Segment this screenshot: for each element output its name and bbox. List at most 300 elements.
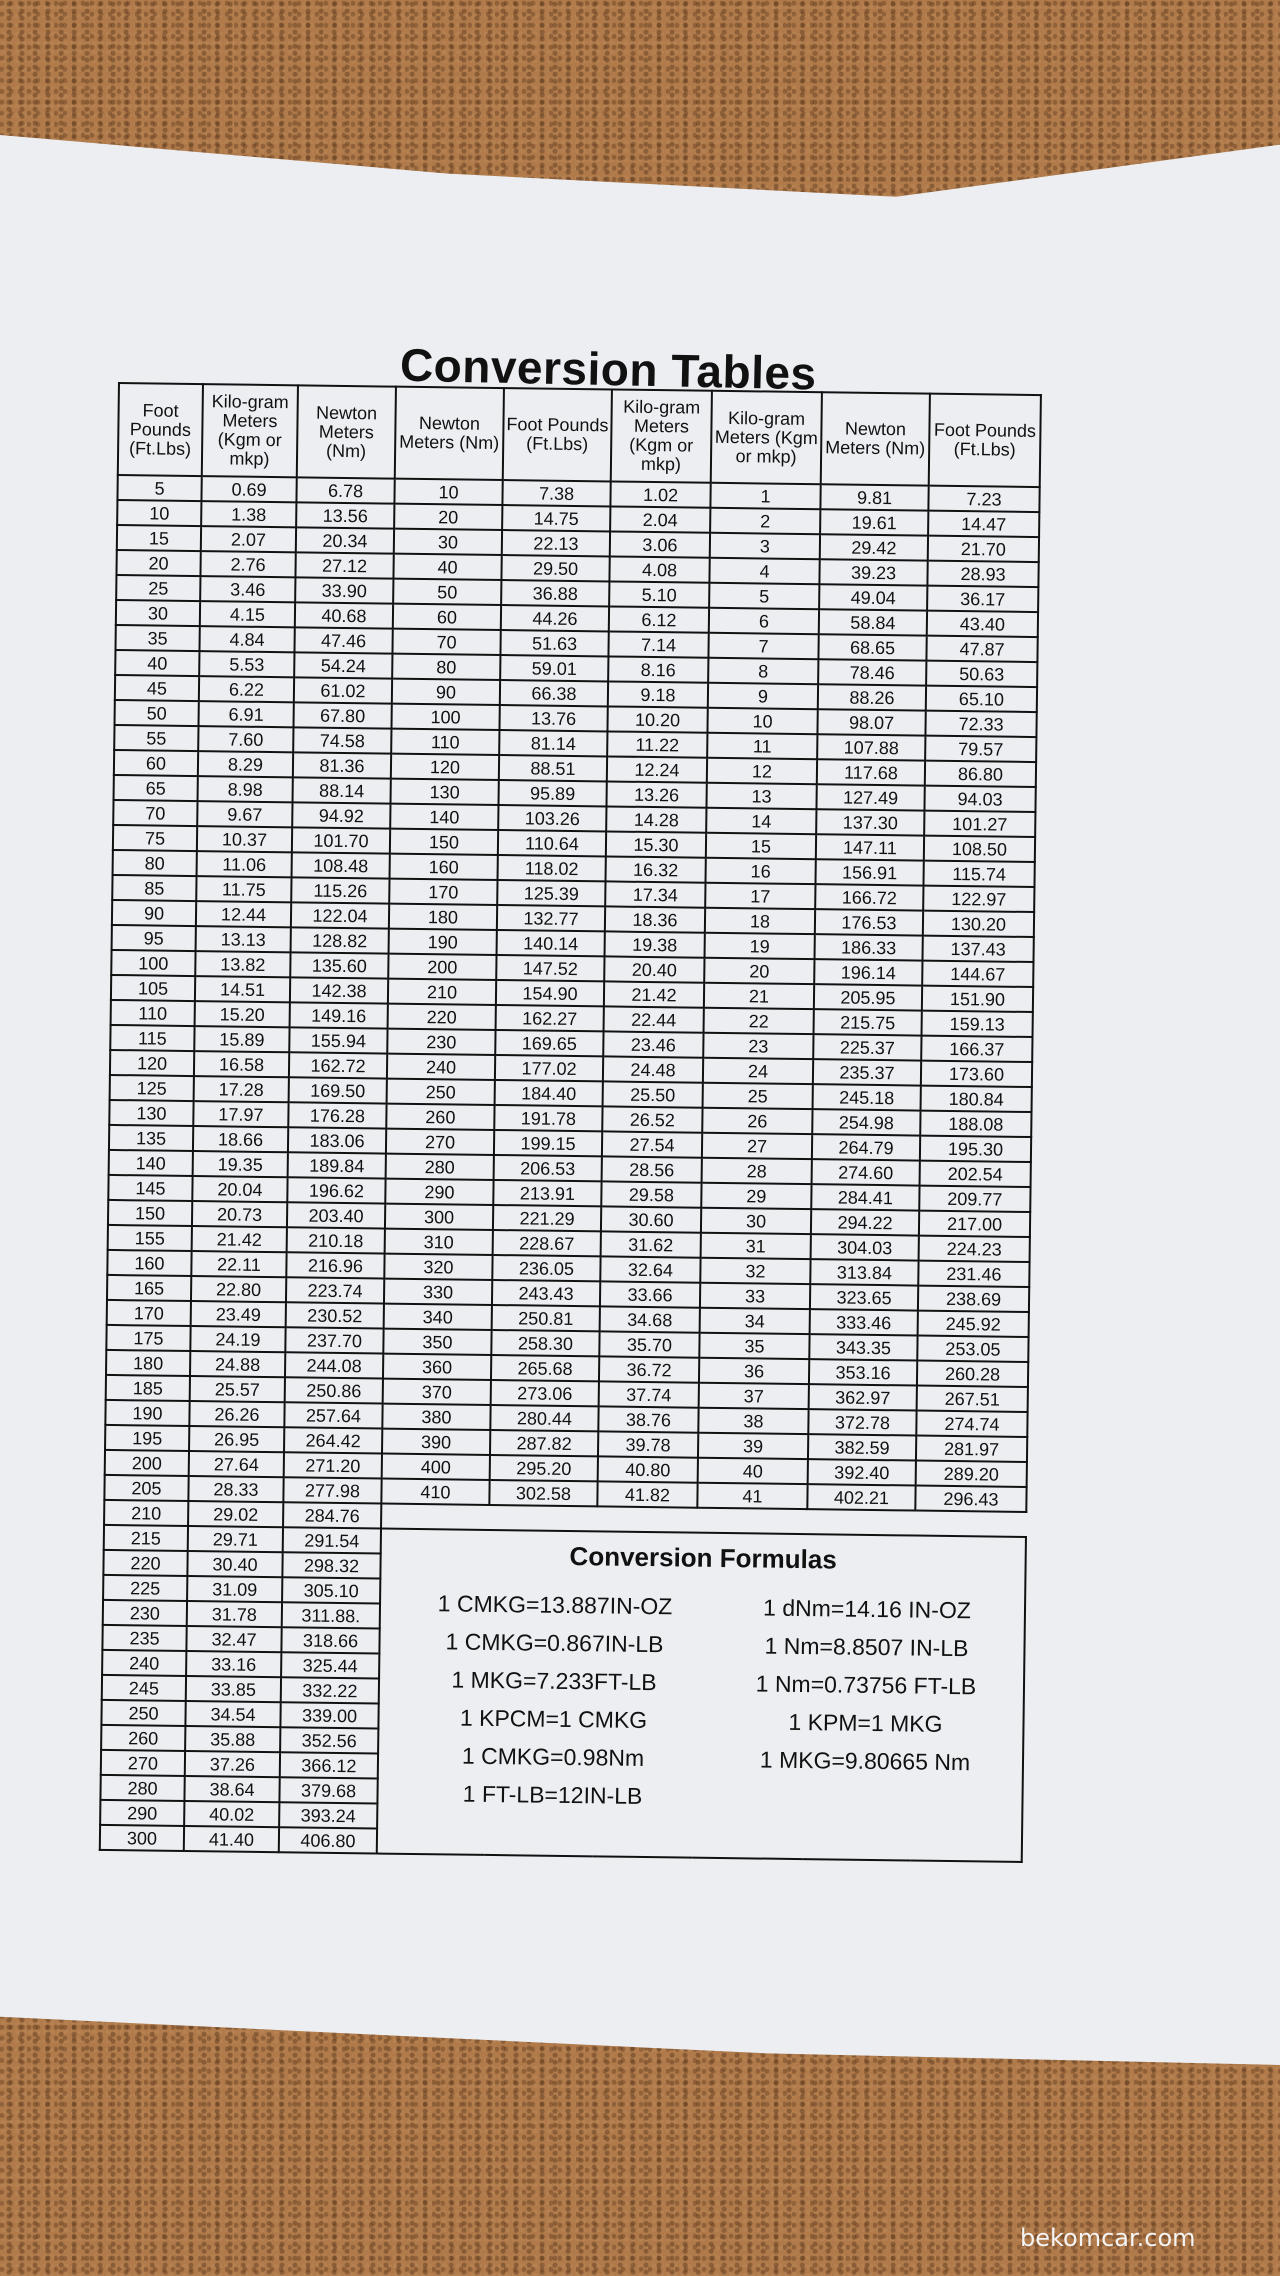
table-cell: 88.26 — [818, 684, 926, 710]
table-cell: 25.50 — [603, 1081, 703, 1107]
column-header: Newton Meters (Nm) — [395, 387, 504, 480]
table-cell: 39.23 — [819, 559, 927, 585]
table-cell: 296.43 — [915, 1486, 1026, 1512]
table-cell: 320 — [384, 1254, 492, 1280]
table-cell: 34 — [700, 1308, 810, 1334]
table-cell: 23.46 — [603, 1031, 703, 1057]
table-cell: 9.81 — [820, 484, 928, 510]
table-cell: 145 — [108, 1175, 192, 1201]
table-cell: 155.94 — [289, 1027, 387, 1053]
table-cell: 325.44 — [281, 1652, 379, 1678]
table-cell: 224.23 — [919, 1236, 1030, 1262]
column-header: Kilo-gram Meters (Kgm or mkp) — [711, 391, 822, 484]
table-cell: 34.68 — [600, 1306, 700, 1332]
table-body — [100, 475, 1040, 1862]
conversion-table-area — [99, 382, 1042, 1863]
table-cell: 58.84 — [819, 609, 927, 635]
table-cell: 250.86 — [285, 1377, 383, 1403]
table-cell: 4.84 — [199, 626, 294, 652]
table-cell: 128.82 — [291, 927, 389, 953]
table-cell: 40 — [393, 554, 501, 580]
table-cell: 33 — [700, 1283, 810, 1309]
table-cell: 260 — [101, 1725, 185, 1751]
table-cell: 90 — [392, 679, 500, 705]
table-cell: 264.42 — [284, 1427, 382, 1453]
table-cell: 101.70 — [292, 827, 390, 853]
table-cell: 245 — [102, 1675, 186, 1701]
table-cell: 257.64 — [284, 1402, 382, 1428]
table-cell: 213.91 — [493, 1180, 601, 1206]
table-cell: 29.50 — [501, 555, 609, 581]
table-cell: 225.37 — [813, 1034, 921, 1060]
table-cell: 7.14 — [608, 631, 708, 657]
table-cell: 29.42 — [820, 534, 928, 560]
table-cell: 11.06 — [197, 851, 292, 877]
table-cell: 343.35 — [809, 1334, 917, 1360]
table-cell: 243.43 — [492, 1280, 600, 1306]
table-cell: 166.37 — [921, 1036, 1032, 1062]
table-cell: 280 — [386, 1154, 494, 1180]
table-cell: 33.16 — [186, 1651, 281, 1677]
table-cell: 160 — [107, 1250, 191, 1276]
table-cell: 45 — [115, 675, 199, 701]
table-cell: 8.16 — [608, 656, 708, 682]
table-cell: 40 — [698, 1458, 808, 1484]
table-cell: 3.46 — [200, 576, 295, 602]
table-cell: 16 — [705, 858, 815, 884]
table-cell: 25 — [116, 575, 200, 601]
table-cell: 244.08 — [285, 1352, 383, 1378]
table-cell: 20.40 — [604, 956, 704, 982]
formula-columns — [378, 1584, 1024, 1820]
table-cell: 277.98 — [283, 1477, 381, 1503]
table-cell: 80 — [392, 654, 500, 680]
table-cell: 13 — [706, 783, 816, 809]
table-cell: 68.65 — [818, 634, 926, 660]
table-cell: 12 — [707, 758, 817, 784]
table-cell: 330 — [384, 1279, 492, 1305]
table-cell: 70 — [113, 800, 197, 826]
table-cell: 162.72 — [289, 1052, 387, 1078]
table-cell: 393.24 — [279, 1802, 377, 1828]
table-header-row — [118, 383, 1041, 487]
table-cell: 35 — [699, 1333, 809, 1359]
column-header: Kilo-gram Meters (Kgm or mkp) — [202, 384, 298, 477]
table-cell: 382.59 — [808, 1434, 916, 1460]
table-cell: 26.52 — [602, 1106, 702, 1132]
table-cell: 94.92 — [292, 802, 390, 828]
table-cell: 300 — [385, 1204, 493, 1230]
table-cell: 333.46 — [810, 1309, 918, 1335]
table-cell: 28.56 — [602, 1156, 702, 1182]
table-cell: 20.04 — [192, 1176, 287, 1202]
table-cell: 231.46 — [918, 1261, 1029, 1287]
table-cell: 18.66 — [193, 1126, 288, 1152]
table-cell: 36 — [699, 1358, 809, 1384]
table-cell: 44.26 — [501, 605, 609, 631]
table-cell: 3 — [710, 533, 820, 559]
table-cell: 260.28 — [917, 1361, 1028, 1387]
table-cell: 34.54 — [185, 1701, 280, 1727]
table-cell: 30.60 — [601, 1206, 701, 1232]
table-cell: 17.28 — [194, 1076, 289, 1102]
table-cell: 410 — [381, 1479, 489, 1505]
table-cell: 5.53 — [199, 651, 294, 677]
table-cell: 196.62 — [287, 1177, 385, 1203]
table-cell: 81.14 — [499, 730, 607, 756]
table-cell: 1.02 — [610, 481, 710, 507]
table-cell: 4.08 — [609, 556, 709, 582]
table-cell: 110 — [111, 1000, 195, 1026]
table-cell: 39.78 — [598, 1431, 698, 1457]
table-cell: 30.40 — [187, 1551, 282, 1577]
table-cell: 8.98 — [198, 776, 293, 802]
table-cell: 14.75 — [502, 505, 610, 531]
table-cell: 318.66 — [281, 1627, 379, 1653]
formula-column-left — [396, 1584, 711, 1816]
table-cell: 10 — [707, 708, 817, 734]
table-cell: 202.54 — [920, 1161, 1031, 1187]
table-cell: 29.02 — [188, 1501, 283, 1527]
table-cell: 7.38 — [502, 480, 610, 506]
table-cell: 280.44 — [490, 1405, 598, 1431]
table-cell: 27.12 — [295, 552, 393, 578]
table-cell: 61.02 — [294, 677, 392, 703]
table-cell: 103.26 — [498, 805, 606, 831]
table-cell: 7.23 — [928, 486, 1039, 512]
table-cell: 38.64 — [184, 1776, 279, 1802]
table-cell: 40.80 — [598, 1456, 698, 1482]
table-cell: 290 — [385, 1179, 493, 1205]
table-cell: 21.42 — [604, 981, 704, 1007]
table-cell: 10.37 — [197, 826, 292, 852]
table-cell: 3.06 — [610, 531, 710, 557]
table-cell: 74.58 — [293, 727, 391, 753]
table-cell: 26.26 — [189, 1401, 284, 1427]
table-cell: 13.76 — [499, 705, 607, 731]
table-cell: 291.54 — [283, 1527, 381, 1553]
table-cell: 400 — [382, 1454, 490, 1480]
table-cell: 15.30 — [606, 831, 706, 857]
table-cell: 16.32 — [606, 856, 706, 882]
table-cell: 287.82 — [490, 1430, 598, 1456]
table-cell: 11.22 — [607, 731, 707, 757]
table-cell: 13.13 — [196, 926, 291, 952]
table-cell: 2.04 — [610, 506, 710, 532]
table-cell: 33.90 — [295, 577, 393, 603]
formula-line: 1 CMKG=0.98Nm — [461, 1742, 645, 1772]
table-cell: 1 — [710, 483, 820, 509]
table-cell: 9.67 — [197, 801, 292, 827]
table-cell: 190 — [105, 1400, 189, 1426]
table-cell: 28 — [702, 1158, 812, 1184]
table-cell: 205 — [104, 1475, 188, 1501]
table-cell: 107.88 — [817, 734, 925, 760]
table-cell: 245.18 — [813, 1084, 921, 1110]
table-cell: 15.89 — [194, 1026, 289, 1052]
table-cell: 32.47 — [186, 1626, 281, 1652]
table-cell: 294.22 — [811, 1209, 919, 1235]
column-header: Foot Pounds (Ft.Lbs) — [503, 388, 612, 481]
table-cell: 339.00 — [280, 1702, 378, 1728]
table-cell: 169.65 — [495, 1030, 603, 1056]
table-cell: 32 — [700, 1258, 810, 1284]
table-cell: 216.96 — [286, 1252, 384, 1278]
table-cell: 240 — [102, 1650, 186, 1676]
table-cell: 160 — [390, 854, 498, 880]
table-cell: 271.20 — [284, 1452, 382, 1478]
table-cell: 118.02 — [498, 855, 606, 881]
table-cell: 24.88 — [190, 1351, 285, 1377]
table-cell: 47.87 — [926, 636, 1037, 662]
table-cell: 105 — [111, 975, 195, 1001]
table-cell: 300 — [100, 1825, 184, 1851]
table-cell: 147.11 — [816, 834, 924, 860]
table-cell: 274.60 — [812, 1159, 920, 1185]
formula-line: 1 KPM=1 MKG — [788, 1708, 943, 1737]
table-cell: 265.68 — [491, 1355, 599, 1381]
table-cell: 18.36 — [605, 906, 705, 932]
table-cell: 27 — [702, 1133, 812, 1159]
table-cell: 12.24 — [607, 756, 707, 782]
table-cell: 220 — [103, 1550, 187, 1576]
table-cell: 80 — [113, 850, 197, 876]
table-cell: 115.26 — [291, 877, 389, 903]
table-cell: 16.58 — [194, 1051, 289, 1077]
table-cell: 14 — [706, 808, 816, 834]
table-cell: 250.81 — [492, 1305, 600, 1331]
table-cell: 95.89 — [498, 780, 606, 806]
table-cell: 10 — [117, 500, 201, 526]
table-cell: 38.76 — [598, 1406, 698, 1432]
table-cell: 245.92 — [918, 1311, 1029, 1337]
table-cell: 196.14 — [814, 959, 922, 985]
table-cell: 253.05 — [917, 1336, 1028, 1362]
table-cell: 180 — [106, 1350, 190, 1376]
table-cell: 190 — [389, 929, 497, 955]
table-cell: 59.01 — [500, 655, 608, 681]
table-cell: 284.41 — [811, 1184, 919, 1210]
table-cell: 19.38 — [605, 931, 705, 957]
table-cell: 225 — [103, 1575, 187, 1601]
table-cell: 304.03 — [811, 1234, 919, 1260]
table-cell: 230 — [387, 1029, 495, 1055]
table-cell: 186.33 — [815, 934, 923, 960]
table-cell: 28.33 — [188, 1476, 283, 1502]
table-cell: 26 — [702, 1108, 812, 1134]
table-cell: 24.19 — [190, 1326, 285, 1352]
table-cell: 94.03 — [924, 786, 1035, 812]
watermark: bekomcar.com — [1020, 2224, 1196, 2252]
table-cell: 67.80 — [293, 702, 391, 728]
table-cell: 237.70 — [285, 1327, 383, 1353]
formula-line: 1 MKG=9.80665 Nm — [759, 1746, 971, 1776]
table-cell: 191.78 — [494, 1105, 602, 1131]
formula-line: 1 FT-LB=12IN-LB — [462, 1780, 643, 1809]
table-cell: 22.80 — [191, 1276, 286, 1302]
table-cell: 20 — [116, 550, 200, 576]
table-cell: 260 — [386, 1104, 494, 1130]
table-cell: 31.78 — [187, 1601, 282, 1627]
table-cell: 273.06 — [491, 1380, 599, 1406]
table-cell: 10.20 — [607, 706, 707, 732]
table-cell: 20.73 — [192, 1201, 287, 1227]
table-cell: 51.63 — [500, 630, 608, 656]
table-cell: 6 — [709, 608, 819, 634]
column-header: Newton Meters (Nm) — [297, 385, 396, 478]
table-cell: 183.06 — [288, 1127, 386, 1153]
formula-line: 1 dNm=14.16 IN-OZ — [762, 1594, 972, 1624]
table-cell: 169.50 — [289, 1077, 387, 1103]
column-header: Foot Pounds (Ft.Lbs) — [929, 394, 1041, 487]
table-cell: 230.52 — [286, 1302, 384, 1328]
column-header: Newton Meters (Nm) — [821, 392, 930, 485]
table-cell: 220 — [388, 1004, 496, 1030]
table-cell: 173.60 — [921, 1061, 1032, 1087]
table-cell: 2.76 — [200, 551, 295, 577]
table-cell: 150 — [390, 829, 498, 855]
table-cell: 221.29 — [493, 1205, 601, 1231]
table-cell: 14.28 — [606, 806, 706, 832]
table-cell: 22.11 — [191, 1251, 286, 1277]
table-cell: 217.00 — [919, 1211, 1030, 1237]
table-cell: 28.93 — [927, 561, 1038, 587]
table-cell: 352.56 — [280, 1727, 378, 1753]
table-cell: 205.95 — [814, 984, 922, 1010]
table-cell: 156.91 — [815, 859, 923, 885]
table-cell: 115.74 — [923, 861, 1034, 887]
table-cell: 23 — [703, 1033, 813, 1059]
table-cell: 175 — [106, 1325, 190, 1351]
table-cell: 372.78 — [808, 1409, 916, 1435]
table-cell: 122.04 — [291, 902, 389, 928]
table-cell: 40.68 — [295, 602, 393, 628]
table-cell: 140 — [390, 804, 498, 830]
table-cell: 38 — [698, 1408, 808, 1434]
table-cell: 189.84 — [288, 1152, 386, 1178]
table-cell: 27.64 — [189, 1451, 284, 1477]
table-cell: 27.54 — [602, 1131, 702, 1157]
table-cell: 65 — [114, 775, 198, 801]
table-cell: 22.44 — [604, 1006, 704, 1032]
table-cell: 40.02 — [184, 1801, 279, 1827]
table-cell: 24 — [703, 1058, 813, 1084]
table-cell: 9 — [708, 683, 818, 709]
table-cell: 4 — [709, 558, 819, 584]
table-cell: 238.69 — [918, 1286, 1029, 1312]
table-cell: 50.63 — [926, 661, 1037, 687]
table-cell: 209.77 — [919, 1186, 1030, 1212]
table-cell: 79.57 — [925, 736, 1036, 762]
table-cell: 31 — [701, 1233, 811, 1259]
table-cell: 6.22 — [199, 676, 294, 702]
formula-line: 1 Nm=0.73756 FT-LB — [755, 1670, 977, 1700]
table-cell: 235.37 — [813, 1059, 921, 1085]
table-cell: 18 — [705, 908, 815, 934]
table-cell: 132.77 — [497, 905, 605, 931]
table-cell: 70 — [392, 629, 500, 655]
table-cell: 130 — [391, 779, 499, 805]
table-cell: 4.15 — [200, 601, 295, 627]
table-cell: 392.40 — [808, 1459, 916, 1485]
table-cell: 60 — [114, 750, 198, 776]
table-cell: 267.51 — [917, 1386, 1028, 1412]
table-cell: 108.48 — [292, 852, 390, 878]
table-cell: 17.97 — [193, 1101, 288, 1127]
table-cell: 147.52 — [496, 955, 604, 981]
table-cell: 350 — [383, 1329, 491, 1355]
table-cell: 180 — [389, 904, 497, 930]
table-cell: 31.62 — [601, 1231, 701, 1257]
table-cell: 379.68 — [279, 1777, 377, 1803]
table-cell: 47.46 — [294, 627, 392, 653]
formula-line: 1 KPCM=1 CMKG — [459, 1704, 648, 1734]
table-cell: 30 — [116, 600, 200, 626]
table-cell: 195.30 — [920, 1136, 1031, 1162]
table-cell: 298.32 — [282, 1552, 380, 1578]
table-cell: 108.50 — [924, 836, 1035, 862]
table-cell: 406.80 — [279, 1827, 377, 1853]
table-cell: 0.69 — [201, 476, 296, 502]
table-cell: 210.18 — [287, 1227, 385, 1253]
table-cell: 150 — [108, 1200, 192, 1226]
table-cell: 11.75 — [196, 876, 291, 902]
table-cell: 20 — [394, 504, 502, 530]
table-cell: 360 — [383, 1354, 491, 1380]
table-cell: 135 — [109, 1125, 193, 1151]
table-cell: 305.10 — [282, 1577, 380, 1603]
table-cell: 23.49 — [191, 1301, 286, 1327]
table-cell: 5.10 — [609, 581, 709, 607]
table-cell: 195 — [105, 1425, 189, 1451]
table-cell: 170 — [107, 1300, 191, 1326]
table-cell: 199.15 — [494, 1130, 602, 1156]
table-cell: 254.98 — [812, 1109, 920, 1135]
page-title: Conversion Tables — [399, 338, 818, 400]
table-cell: 122.97 — [923, 886, 1034, 912]
table-cell: 41.40 — [184, 1826, 279, 1852]
table-cell: 228.67 — [493, 1230, 601, 1256]
table-cell: 25.57 — [190, 1376, 285, 1402]
table-cell: 137.43 — [922, 936, 1033, 962]
table-cell: 50 — [115, 700, 199, 726]
table-cell: 170 — [389, 879, 497, 905]
table-cell: 332.22 — [281, 1677, 379, 1703]
table-cell: 140.14 — [497, 930, 605, 956]
table-cell: 37 — [699, 1383, 809, 1409]
table-cell: 101.27 — [924, 811, 1035, 837]
table-cell: 75 — [113, 825, 197, 851]
table-cell: 125 — [110, 1075, 194, 1101]
table-cell: 200 — [388, 954, 496, 980]
table-cell: 125.39 — [497, 880, 605, 906]
table-cell: 8.29 — [198, 751, 293, 777]
table-cell: 29 — [701, 1183, 811, 1209]
table-cell: 1.38 — [201, 501, 296, 527]
table-cell: 31.09 — [187, 1576, 282, 1602]
table-cell: 17 — [705, 883, 815, 909]
table-cell: 188.08 — [920, 1111, 1031, 1137]
table-cell: 115 — [110, 1025, 194, 1051]
table-cell: 15 — [117, 525, 201, 551]
table-cell: 166.72 — [815, 884, 923, 910]
table-cell: 37.26 — [185, 1751, 280, 1777]
table-cell: 390 — [382, 1429, 490, 1455]
table-cell: 230 — [103, 1600, 187, 1626]
table-cell: 162.27 — [496, 1005, 604, 1031]
table-cell: 12.44 — [196, 901, 291, 927]
table-cell: 78.46 — [818, 659, 926, 685]
